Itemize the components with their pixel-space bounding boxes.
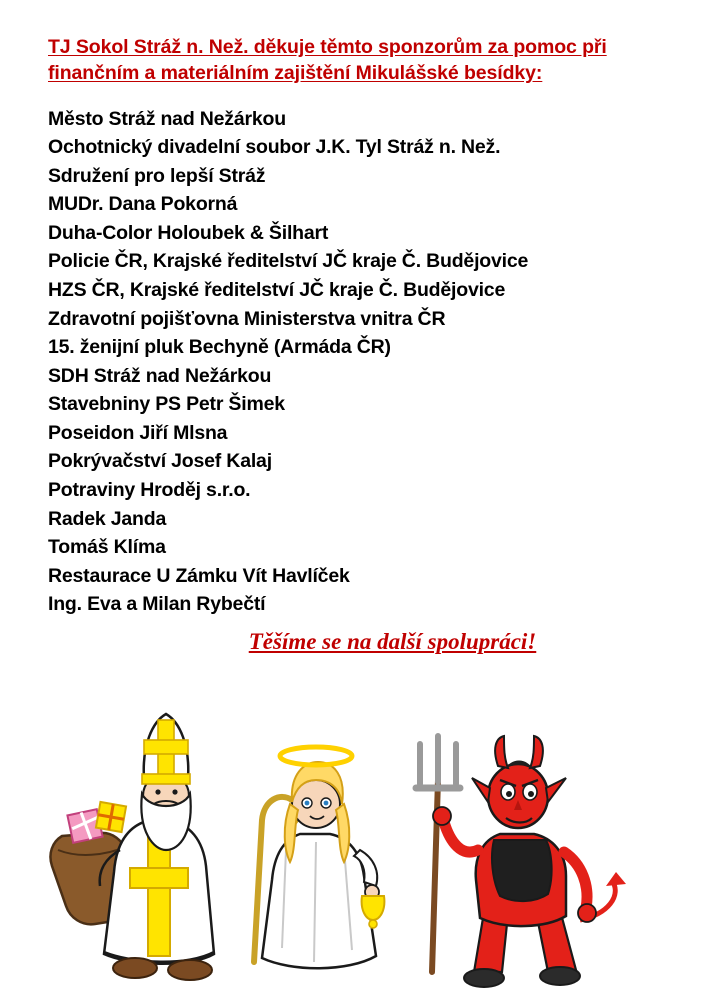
closing-text: Těšíme se na další spolupráci! (248, 628, 537, 654)
list-item: Ing. Eva a Milan Rybečtí (48, 593, 266, 616)
list-item: Restaurace U Zámku Vít Havlíček (48, 564, 350, 587)
list-item: MUDr. Dana Pokorná (48, 193, 238, 216)
list-item: Poseidon Jiří Mlsna (48, 421, 228, 444)
list-item: Sdružení pro lepší Stráž (48, 164, 266, 187)
mikulas-andel-cert-illustration (0, 700, 707, 1000)
list-item: Stavebniny PS Petr Šimek (48, 393, 285, 416)
saint-nicholas-figure (50, 714, 214, 980)
list-item: Potraviny Hroděj s.r.o. (48, 478, 251, 501)
list-item: Policie ČR, Krajské ředitelství JČ kraje Č. Budějovice (48, 250, 529, 273)
list-item: Město Stráž nad Nežárkou (48, 107, 286, 130)
devil-figure (416, 736, 626, 987)
list-item: HZS ČR, Krajské ředitelství JČ kraje Č. Budějovice (48, 279, 506, 301)
list-item: Radek Janda (48, 507, 167, 530)
list-item: Duha-Color Holoubek & Šilhart (48, 221, 329, 244)
list-item: 15. ženijní pluk Bechyně (Armáda ČR) (48, 336, 391, 359)
closing-line (48, 629, 677, 655)
sponsor-list (48, 105, 677, 619)
angel-figure (254, 747, 384, 968)
list-item: Ochotnický divadelní soubor J.K. Tyl Stráž n. Než. (48, 136, 501, 159)
list-item: Pokrývačství Josef Kalaj (48, 450, 272, 473)
list-item: SDH Stráž nad Nežárkou (48, 364, 272, 387)
list-item: Tomáš Klíma (48, 536, 166, 559)
list-item: Zdravotní pojišťovna Ministerstva vnitra ČR (48, 307, 446, 330)
page-title: TJ Sokol Stráž n. Než. děkuje těmto sponzorům za pomoc při finančním a materiálním zajištění Mikulášské besídky: (48, 36, 607, 85)
